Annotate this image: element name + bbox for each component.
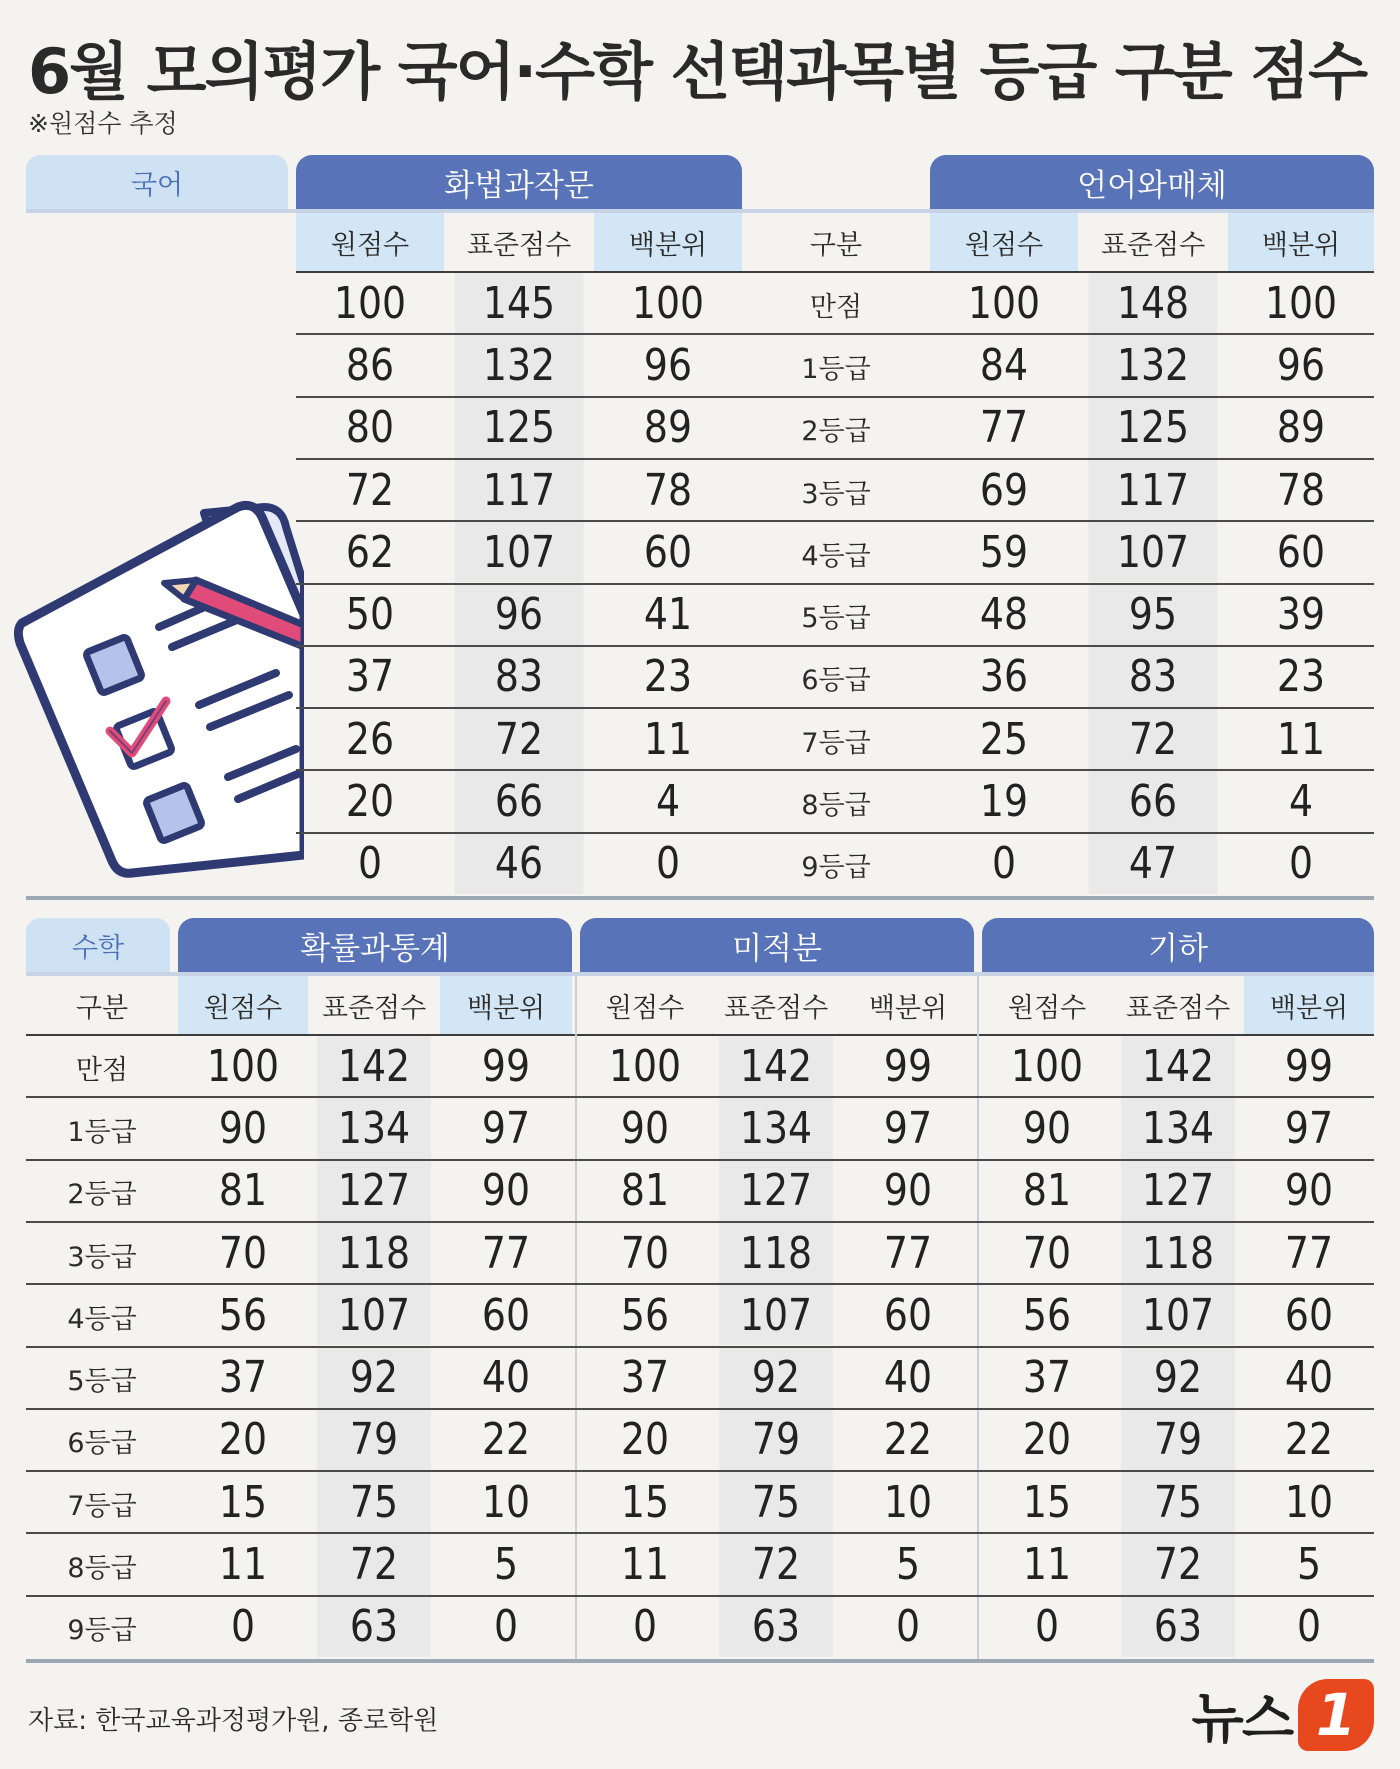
page-title: 6월 모의평가 국어·수학 선택과목별 등급 구분 점수 [28, 35, 1367, 108]
math-subject-0-cell: 5 [493, 1539, 519, 1591]
math-subject-1-cell: 0 [895, 1601, 921, 1653]
math-subject-2-cell: 118 [1121, 1223, 1235, 1283]
korean-hwabeop-cell: 46 [455, 834, 584, 894]
korean-grade-label: 7등급 [801, 727, 871, 759]
korean-eoneo-cell: 0 [1288, 838, 1314, 890]
math-section-label: 수학 [26, 918, 170, 972]
math-subject-2-cell: 134 [1121, 1098, 1235, 1158]
math-subject-0-cell: 99 [481, 1040, 531, 1092]
korean-hwabeop-cell: 132 [455, 335, 584, 395]
korean-hwabeop-cell: 41 [643, 589, 693, 641]
korean-grade-label: 1등급 [801, 353, 871, 385]
korean-hwabeop-cell: 72 [455, 709, 584, 769]
math-subject-2-cell: 22 [1284, 1414, 1334, 1466]
math-subject-1-cell: 11 [620, 1539, 670, 1591]
math-subject-2-cell: 77 [1284, 1227, 1334, 1279]
korean-subject-header-hwabeop: 화법과작문 [296, 155, 742, 209]
korean-eoneo-colhead-0: 원점수 [930, 213, 1078, 271]
korean-eoneo-cell: 25 [979, 713, 1029, 765]
korean-hwabeop-colhead-0: 원점수 [296, 213, 444, 271]
math-group-divider [977, 976, 979, 1660]
korean-eoneo-cell: 66 [1089, 771, 1218, 831]
math-subject-1-cell: 40 [883, 1352, 933, 1404]
korean-grade-label: 4등급 [801, 540, 871, 572]
math-subject-1-cell: 60 [883, 1289, 933, 1341]
korean-grade-label: 2등급 [801, 416, 871, 448]
korean-eoneo-cell: 47 [1089, 834, 1218, 894]
korean-bottom-line [26, 896, 1374, 900]
korean-hwabeop-cell: 100 [631, 277, 705, 329]
korean-subject-header-eoneo: 언어와매체 [930, 155, 1374, 209]
korean-grade-label: 8등급 [801, 790, 871, 822]
korean-grade-label: 만점 [809, 291, 863, 323]
math-subject-1-cell: 37 [620, 1352, 670, 1404]
math-subject-2-cell: 20 [1022, 1414, 1072, 1466]
korean-eoneo-cell: 125 [1089, 398, 1218, 458]
korean-grade-colhead: 구분 [809, 229, 863, 261]
math-subject-0-cell: 63 [317, 1597, 431, 1657]
math-subject-2-cell: 142 [1121, 1036, 1235, 1096]
math-subject-1-cell: 22 [883, 1414, 933, 1466]
math-subject-0-colhead-2: 백분위 [440, 976, 572, 1034]
math-subject-0-cell: 75 [317, 1472, 431, 1532]
math-subject-1-cell: 56 [620, 1289, 670, 1341]
korean-grade-label: 6등급 [801, 665, 871, 697]
math-grade-label: 8등급 [67, 1553, 137, 1585]
korean-eoneo-cell: 83 [1089, 647, 1218, 707]
math-subject-2-cell: 10 [1284, 1476, 1334, 1528]
math-subject-2-cell: 99 [1284, 1040, 1334, 1092]
math-subject-2-cell: 90 [1022, 1102, 1072, 1154]
math-subject-2-cell: 127 [1121, 1161, 1235, 1221]
korean-eoneo-cell: 19 [979, 776, 1029, 828]
math-subject-0-cell: 10 [481, 1476, 531, 1528]
korean-hwabeop-cell: 96 [643, 339, 693, 391]
math-subject-1-cell: 0 [632, 1601, 658, 1653]
math-subject-0-colhead-1: 표준점수 [321, 992, 427, 1024]
math-subject-0-cell: 72 [317, 1534, 431, 1594]
korean-eoneo-cell: 117 [1089, 460, 1218, 520]
math-subject-2-cell: 107 [1121, 1285, 1235, 1345]
math-subject-0-cell: 70 [218, 1227, 268, 1279]
source-text: 자료: 한국교육과정평가원, 종로학원 [28, 1706, 439, 1736]
korean-hwabeop-cell: 107 [455, 522, 584, 582]
math-bottom-line [26, 1659, 1374, 1663]
korean-eoneo-cell: 84 [979, 339, 1029, 391]
math-subject-0-cell: 79 [317, 1410, 431, 1470]
korean-eoneo-colhead-2: 백분위 [1228, 213, 1374, 271]
korean-eoneo-cell: 78 [1276, 464, 1326, 516]
math-subject-2-cell: 81 [1022, 1165, 1072, 1217]
math-subject-1-colhead-0: 원점수 [605, 992, 685, 1024]
math-subject-0-cell: 97 [481, 1102, 531, 1154]
math-subject-2-cell: 56 [1022, 1289, 1072, 1341]
korean-eoneo-cell: 0 [991, 838, 1017, 890]
math-subject-2-colhead-1: 표준점수 [1125, 992, 1231, 1024]
korean-hwabeop-cell: 100 [333, 277, 407, 329]
math-subject-1-cell: 142 [719, 1036, 833, 1096]
korean-eoneo-cell: 100 [967, 277, 1041, 329]
korean-hwabeop-cell: 83 [455, 647, 584, 707]
math-subject-1-cell: 20 [620, 1414, 670, 1466]
korean-grade-label: 9등급 [801, 852, 871, 884]
math-subject-1-cell: 118 [719, 1223, 833, 1283]
math-subject-1-cell: 79 [719, 1410, 833, 1470]
math-subject-0-cell: 107 [317, 1285, 431, 1345]
korean-eoneo-cell: 77 [979, 402, 1029, 454]
math-subject-header-prob: 확률과통계 [178, 918, 572, 972]
note: ※원점수 추정 [28, 109, 178, 138]
math-subject-0-cell: 134 [317, 1098, 431, 1158]
math-grade-label: 3등급 [67, 1241, 137, 1273]
math-subject-2-cell: 100 [1010, 1040, 1084, 1092]
math-subject-1-cell: 5 [895, 1539, 921, 1591]
math-subject-2-cell: 90 [1284, 1165, 1334, 1217]
math-subject-2-cell: 40 [1284, 1352, 1334, 1404]
math-subject-1-cell: 107 [719, 1285, 833, 1345]
math-subject-1-cell: 97 [883, 1102, 933, 1154]
math-subject-1-cell: 10 [883, 1476, 933, 1528]
korean-hwabeop-cell: 89 [643, 402, 693, 454]
korean-eoneo-cell: 89 [1276, 402, 1326, 454]
math-subject-0-cell: 127 [317, 1161, 431, 1221]
korean-hwabeop-cell: 23 [643, 651, 693, 703]
korean-hwabeop-cell: 4 [655, 776, 681, 828]
korean-hwabeop-cell: 20 [345, 776, 395, 828]
math-subject-1-cell: 72 [719, 1534, 833, 1594]
korean-hwabeop-colhead-2: 백분위 [594, 213, 742, 271]
korean-hwabeop-cell: 11 [643, 713, 693, 765]
korean-eoneo-cell: 96 [1276, 339, 1326, 391]
math-subject-2-cell: 97 [1284, 1102, 1334, 1154]
korean-hwabeop-cell: 72 [345, 464, 395, 516]
korean-hwabeop-cell: 62 [345, 526, 395, 578]
math-subject-0-cell: 37 [218, 1352, 268, 1404]
korean-eoneo-cell: 107 [1089, 522, 1218, 582]
math-subject-1-cell: 63 [719, 1597, 833, 1657]
math-subject-0-cell: 15 [218, 1476, 268, 1528]
math-grade-label: 4등급 [67, 1303, 137, 1335]
korean-eoneo-cell: 36 [979, 651, 1029, 703]
logo-mark: 1 [1298, 1679, 1374, 1751]
math-subject-0-cell: 60 [481, 1289, 531, 1341]
math-subject-2-cell: 79 [1121, 1410, 1235, 1470]
korean-eoneo-cell: 69 [979, 464, 1029, 516]
korean-grade-label: 5등급 [801, 603, 871, 635]
korean-hwabeop-cell: 145 [455, 273, 584, 333]
math-subject-2-cell: 11 [1022, 1539, 1072, 1591]
korean-eoneo-cell: 132 [1089, 335, 1218, 395]
math-subject-0-cell: 90 [481, 1165, 531, 1217]
korean-hwabeop-cell: 26 [345, 713, 395, 765]
math-subject-0-cell: 77 [481, 1227, 531, 1279]
korean-hwabeop-cell: 125 [455, 398, 584, 458]
math-subject-0-cell: 56 [218, 1289, 268, 1341]
news1-logo [1192, 1676, 1374, 1753]
math-subject-0-cell: 81 [218, 1165, 268, 1217]
math-subject-1-cell: 134 [719, 1098, 833, 1158]
math-subject-0-cell: 0 [230, 1601, 256, 1653]
korean-eoneo-cell: 148 [1089, 273, 1218, 333]
korean-eoneo-cell: 72 [1089, 709, 1218, 769]
math-subject-0-cell: 90 [218, 1102, 268, 1154]
math-subject-1-cell: 70 [620, 1227, 670, 1279]
math-subject-1-cell: 100 [608, 1040, 682, 1092]
math-subject-2-colhead-0: 원점수 [1007, 992, 1087, 1024]
korean-eoneo-cell: 95 [1089, 585, 1218, 645]
math-subject-2-cell: 72 [1121, 1534, 1235, 1594]
math-subject-2-cell: 0 [1296, 1601, 1322, 1653]
math-subject-2-cell: 75 [1121, 1472, 1235, 1532]
math-subject-header-geom: 기하 [982, 918, 1374, 972]
math-grade-label: 5등급 [67, 1366, 137, 1398]
math-grade-label: 만점 [75, 1054, 129, 1086]
korean-hwabeop-cell: 66 [455, 771, 584, 831]
korean-hwabeop-cell: 96 [455, 585, 584, 645]
math-subject-1-cell: 99 [883, 1040, 933, 1092]
math-subject-1-cell: 92 [719, 1348, 833, 1408]
math-subject-1-cell: 90 [883, 1165, 933, 1217]
math-subject-2-cell: 15 [1022, 1476, 1072, 1528]
math-subject-0-cell: 11 [218, 1539, 268, 1591]
korean-grade-label: 3등급 [801, 478, 871, 510]
korean-eoneo-colhead-1: 표준점수 [1100, 229, 1206, 261]
logo-text: 뉴스 [1191, 1687, 1292, 1750]
math-subject-header-calc: 미적분 [580, 918, 974, 972]
korean-hwabeop-cell: 50 [345, 589, 395, 641]
math-subject-0-cell: 22 [481, 1414, 531, 1466]
korean-section-label: 국어 [26, 155, 288, 209]
math-subject-0-cell: 118 [317, 1223, 431, 1283]
math-subject-0-cell: 0 [493, 1601, 519, 1653]
math-subject-2-cell: 0 [1034, 1601, 1060, 1653]
math-subject-0-cell: 40 [481, 1352, 531, 1404]
korean-eoneo-cell: 23 [1276, 651, 1326, 703]
math-grade-label: 2등급 [67, 1179, 137, 1211]
math-subject-1-colhead-1: 표준점수 [723, 992, 829, 1024]
korean-hwabeop-cell: 0 [357, 838, 383, 890]
math-subject-1-cell: 75 [719, 1472, 833, 1532]
korean-hwabeop-cell: 117 [455, 460, 584, 520]
math-grade-label: 6등급 [67, 1428, 137, 1460]
math-subject-0-colhead-0: 원점수 [178, 976, 308, 1034]
math-grade-label: 7등급 [67, 1490, 137, 1522]
math-subject-1-cell: 90 [620, 1102, 670, 1154]
math-subject-2-cell: 70 [1022, 1227, 1072, 1279]
math-subject-0-cell: 92 [317, 1348, 431, 1408]
math-subject-0-cell: 142 [317, 1036, 431, 1096]
math-subject-2-cell: 60 [1284, 1289, 1334, 1341]
korean-hwabeop-cell: 86 [345, 339, 395, 391]
korean-eoneo-cell: 100 [1264, 277, 1338, 329]
korean-hwabeop-cell: 80 [345, 402, 395, 454]
math-subject-1-cell: 81 [620, 1165, 670, 1217]
math-subject-2-cell: 37 [1022, 1352, 1072, 1404]
korean-hwabeop-cell: 78 [643, 464, 693, 516]
math-subject-1-cell: 77 [883, 1227, 933, 1279]
korean-eoneo-cell: 59 [979, 526, 1029, 578]
korean-eoneo-cell: 4 [1288, 776, 1314, 828]
korean-hwabeop-cell: 0 [655, 838, 681, 890]
math-grade-label: 1등급 [67, 1116, 137, 1148]
korean-eoneo-cell: 60 [1276, 526, 1326, 578]
math-subject-2-cell: 5 [1296, 1539, 1322, 1591]
math-subject-2-cell: 92 [1121, 1348, 1235, 1408]
math-subject-1-colhead-2: 백분위 [868, 992, 948, 1024]
math-grade-label: 9등급 [67, 1615, 137, 1647]
checklist-illustration [14, 495, 304, 890]
math-group-divider [575, 976, 577, 1660]
korean-eoneo-cell: 11 [1276, 713, 1326, 765]
korean-hwabeop-cell: 37 [345, 651, 395, 703]
korean-eoneo-cell: 39 [1276, 589, 1326, 641]
math-grade-colhead: 구분 [75, 992, 129, 1024]
math-subject-2-cell: 63 [1121, 1597, 1235, 1657]
korean-hwabeop-colhead-1: 표준점수 [466, 229, 572, 261]
math-subject-2-colhead-2: 백분위 [1244, 976, 1374, 1034]
math-subject-0-cell: 100 [206, 1040, 280, 1092]
math-subject-1-cell: 15 [620, 1476, 670, 1528]
math-subject-0-cell: 20 [218, 1414, 268, 1466]
korean-eoneo-cell: 48 [979, 589, 1029, 641]
korean-hwabeop-cell: 60 [643, 526, 693, 578]
math-subject-1-cell: 127 [719, 1161, 833, 1221]
